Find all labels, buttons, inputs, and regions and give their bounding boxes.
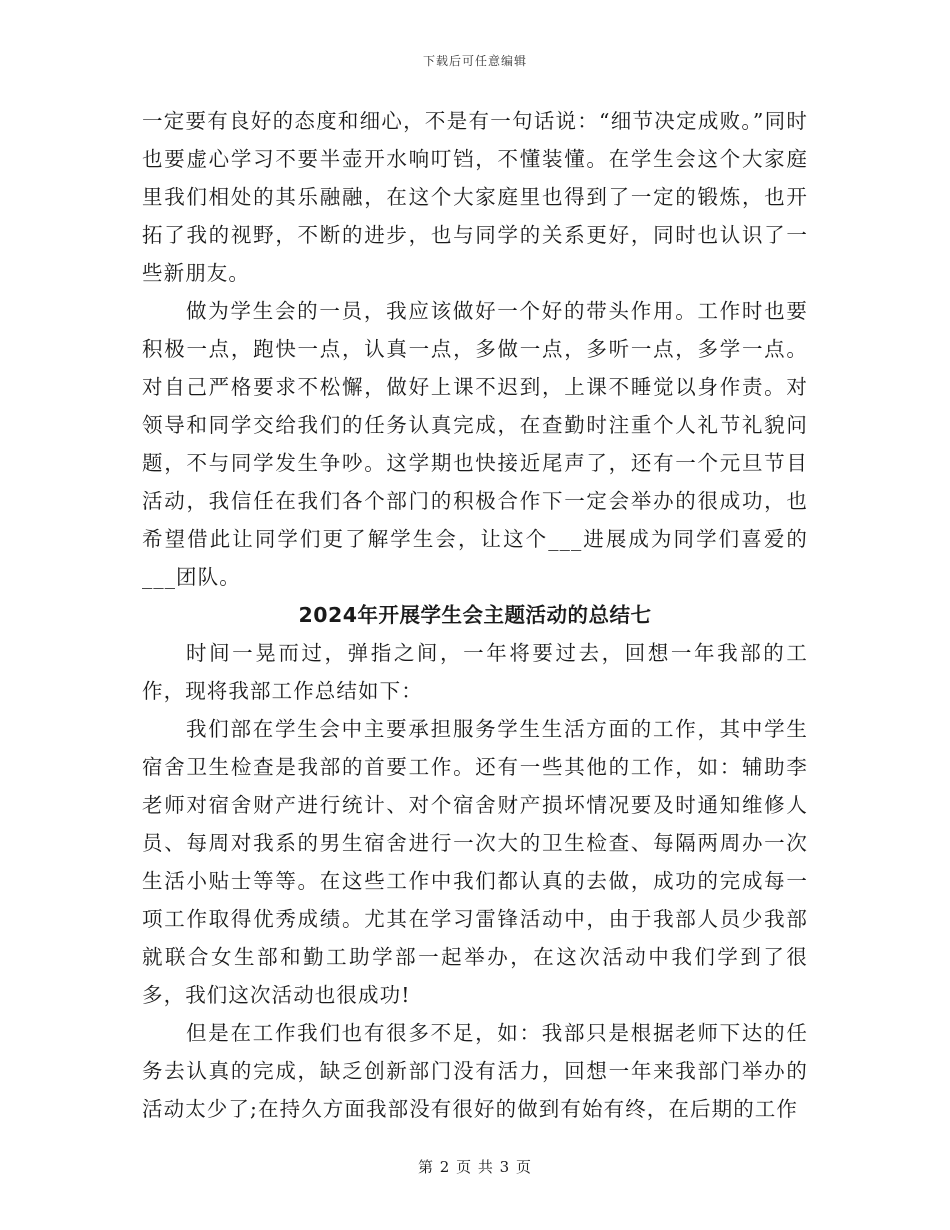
paragraph-1: 一定要有良好的态度和细心，不是有一句话说：“细节决定成败。”同时也要虚心学习不要半壶开水响叮铛，不懂装懂。在学生会这个大家庭里我们相处的其乐融融，在这个大家庭里也得到了一定的锻炼，也开拓了我的视野，不断的进步，也与同学的关系更好，同时也认识了一些新朋友。	[142, 109, 808, 285]
paragraph-3: 时间一晃而过，弹指之间，一年将要过去，回想一年我部的工作，现将我部工作总结如下：	[142, 641, 808, 703]
header-note: 下载后可任意编辑	[422, 54, 527, 68]
paragraph-2: 做为学生会的一员，我应该做好一个好的带头作用。工作时也要积极一点，跑快一点，认真一点，多做一点，多听一点，多学一点。对自己严格要求不松懈，做好上课不迟到，上课不睡觉以身作责。对领导和同学交给我们的任务认真完成，在查勤时注重个人礼节礼貌问题，不与同学发生争吵。这学期也快接近尾声了，还有一个元旦节目活动，我信任在我们各个部门的积极合作下一定会举办的很成功，也希望借此让同学们更了解学生会，让这个___进展成为同学们喜爱的___团队。	[142, 299, 808, 589]
paragraph-5: 但是在工作我们也有很多不足，如：我部只是根据老师下达的任务去认真的完成，缺乏创新部门没有活力，回想一年来我部门举办的活动太少了;在持久方面我部没有很好的做到有始有终，在后期的工作	[142, 1021, 808, 1121]
paragraph-4: 我们部在学生会中主要承担服务学生生活方面的工作，其中学生宿舍卫生检查是我部的首要工作。还有一些其他的工作，如：辅助李老师对宿舍财产进行统计、对个宿舍财产损坏情况要及时通知维修人员、每周对我系的男生宿舍进行一次大的卫生检查、每隔两周办一次生活小贴士等等。在这些工作中我们都认真的去做，成功的完成每一项工作取得优秀成绩。尤其在学习雷锋活动中，由于我部人员少我部就联合女生部和勤工助学部一起举办，在这次活动中我们学到了很多，我们这次活动也很成功!	[142, 717, 808, 1007]
section-title: 2024年开展学生会主题活动的总结七	[298, 603, 652, 627]
document-body	[142, 102, 808, 1128]
page-footer: 第 2 页 共 3 页	[418, 1158, 532, 1176]
